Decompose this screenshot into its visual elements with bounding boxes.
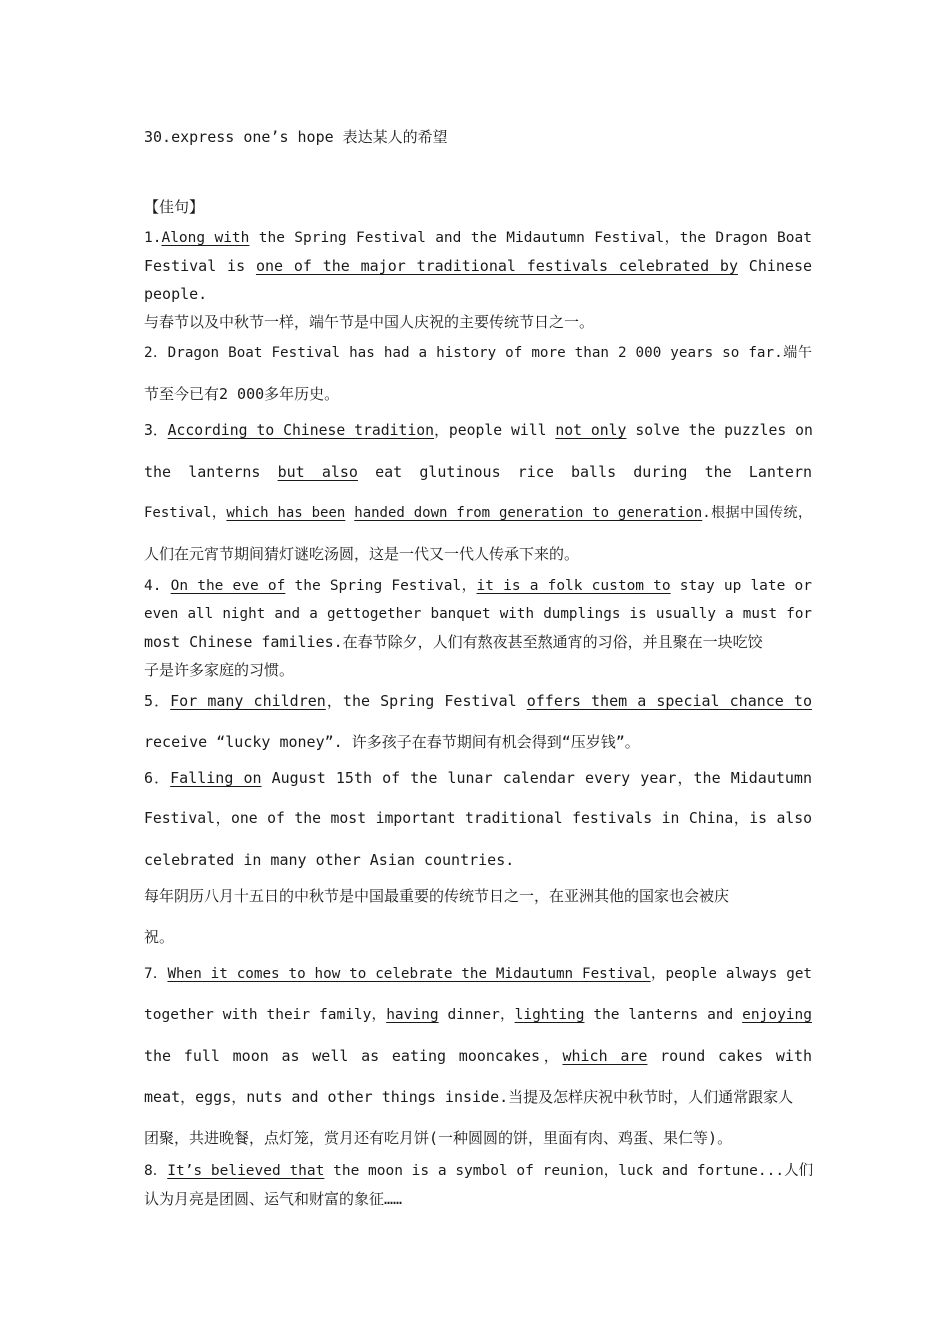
phrase-underlined: For many children: [170, 692, 326, 710]
phrase-underlined: not only: [555, 422, 627, 439]
item-30: 30.express one’s hope 表达某人的希望: [144, 128, 448, 146]
sentence-1-line-2: Festival is one of the major traditional festivals celebrated by Chinese: [144, 257, 813, 275]
sentence-4-line-4: 子是许多家庭的习惯。: [144, 661, 295, 679]
sentence-7-line-5: 团聚，共进晚餐，点灯笼，赏月还有吃月饼(一种圆圆的饼，里面有肉、鸡蛋、果仁等)。: [144, 1129, 733, 1147]
sentence-1-line-3: people.: [144, 285, 208, 303]
sentence-6-line-3: celebrated in many other Asian countries.: [144, 851, 515, 869]
sentence-3-line-3: Festival，which has been handed down from generation to generation.根据中国传统，: [144, 505, 812, 521]
sentence-7-line-1: 7．When it comes to how to celebrate the Midautumn Festival，people always get: [144, 966, 812, 982]
phrase-underlined: offers them a special chance to: [526, 692, 812, 710]
phrase-underlined: lighting: [514, 1007, 585, 1023]
sentence-7-line-3: the full moon as well as eating mooncakes，which are round cakes with: [144, 1047, 813, 1065]
sentence-3-line-4: 人们在元宵节期间猜灯谜吃汤圆，这是一代又一代人传承下来的。: [144, 545, 580, 563]
sentence-8-line-2: 认为月亮是团圆、运气和财富的象征……: [144, 1190, 403, 1208]
sentence-1-line-1: 1.Along with the Spring Festival and the Midautumn Festival，the Dragon Boat: [144, 230, 812, 246]
phrase-underlined: Along with: [161, 230, 250, 246]
sentence-4-line-3: most Chinese families.在春节除夕，人们有熬夜甚至熬通宵的习俗，并且聚在一块吃饺: [144, 633, 763, 651]
sentence-4-line-2: even all night and a gettogether banquet with dumplings is usually a must for: [144, 606, 812, 622]
sentence-6-line-1: 6．Falling on August 15th of the lunar calendar every year，the Midautumn: [144, 769, 812, 787]
phrase-underlined: enjoying: [742, 1007, 812, 1023]
sentence-1-translation: 与春节以及中秋节一样，端午节是中国人庆祝的主要传统节日之一。: [144, 313, 595, 331]
sentence-6-line-2: Festival，one of the most important traditional festivals in China，is also: [144, 810, 812, 827]
sentence-3-line-1: 3．According to Chinese tradition，people will not only solve the puzzles on: [144, 422, 813, 439]
phrase-underlined: On the eve of: [170, 578, 286, 594]
phrase-underlined: but also: [277, 463, 358, 481]
sentence-5-line-1: 5．For many children，the Spring Festival offers them a special chance to: [144, 692, 812, 710]
sentence-7-line-2: together with their family，having dinner，lighting the lanterns and enjoying: [144, 1007, 812, 1023]
phrase-underlined: which are: [562, 1047, 648, 1065]
phrase-underlined: it is a folk custom to: [476, 578, 671, 594]
sentence-3-line-2: the lanterns but also eat glutinous rice balls during the Lantern: [144, 463, 813, 481]
phrase-underlined: When it comes to how to celebrate the Midautumn Festival: [167, 966, 651, 982]
phrase-underlined: handed down from generation to generation: [354, 505, 703, 521]
phrase-underlined: According to Chinese tradition: [167, 422, 435, 439]
phrase-underlined: having: [386, 1007, 439, 1023]
phrase-underlined: which has been: [226, 505, 346, 521]
sentence-6-line-4: 每年阴历八月十五日的中秋节是中国最重要的传统节日之一，在亚洲其他的国家也会被庆: [144, 887, 730, 905]
phrase-underlined: Falling on: [170, 769, 262, 787]
phrase-underlined: It’s believed that: [167, 1163, 325, 1179]
phrase-underlined: one of the major traditional festivals celebrated by: [255, 257, 738, 275]
sentence-2-line-1: 2．Dragon Boat Festival has had a history of more than 2 000 years so far.端午: [144, 345, 812, 361]
sentence-7-line-4: meat，eggs，nuts and other things inside.当提及怎样庆祝中秋节时，人们通常跟家人: [144, 1088, 794, 1106]
sentence-6-line-5: 祝。: [144, 928, 175, 946]
sentence-4-line-1: 4. On the eve of the Spring Festival，it is a folk custom to stay up late or: [144, 578, 812, 594]
sentence-2-line-2: 节至今已有2 000多年历史。: [144, 385, 340, 403]
sentence-5-line-2: receive “lucky money”. 许多孩子在春节期间有机会得到“压岁钱”。: [144, 733, 640, 751]
sentence-8-line-1: 8．It’s believed that the moon is a symbol of reunion，luck and fortune...人们: [144, 1163, 814, 1179]
section-heading: 【佳句】: [144, 198, 205, 216]
